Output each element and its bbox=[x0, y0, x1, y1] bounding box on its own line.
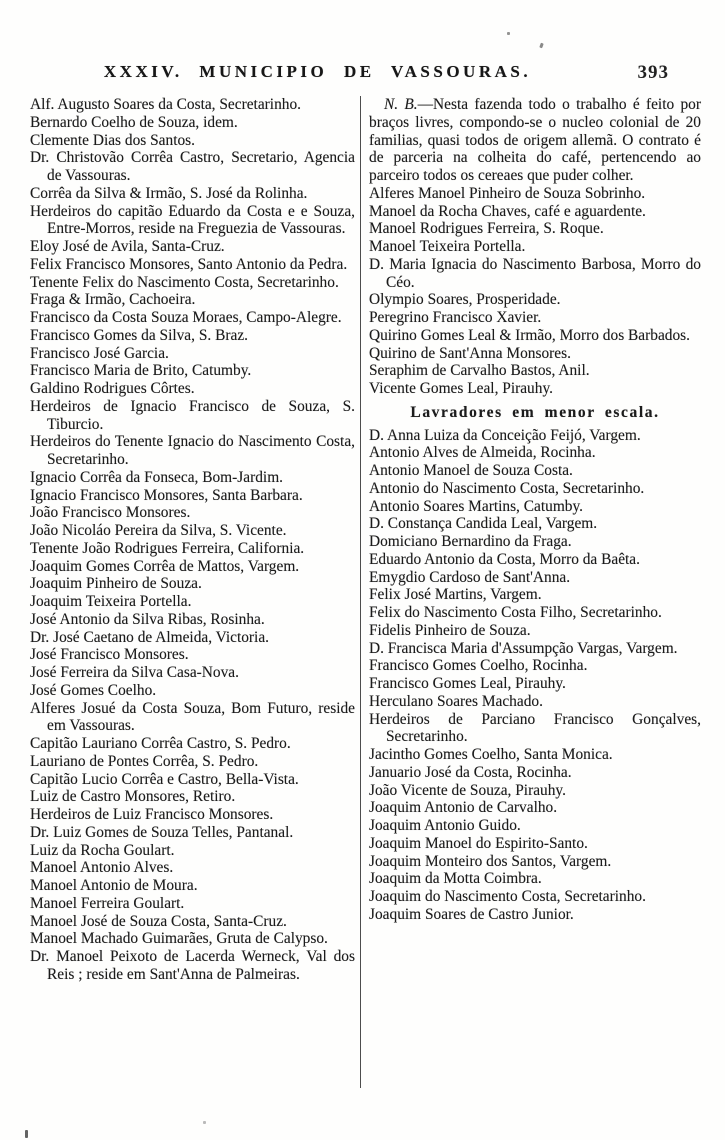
directory-entry: Peregrino Francisco Xavier. bbox=[369, 309, 542, 326]
directory-entry: João Nicoláo Pereira da Silva, S. Vicente. bbox=[30, 522, 287, 539]
directory-entry: Herdeiros de Parciano Francisco Gonçalves, Secretarinho. bbox=[369, 710, 701, 746]
directory-entry: Manoel Teixeira Portella. bbox=[369, 238, 526, 255]
running-title: XXXIV. MUNICIPIO DE VASSOURAS. bbox=[103, 62, 532, 81]
directory-entry: José Antonio da Silva Ribas, Rosinha. bbox=[30, 610, 265, 628]
ink-speck bbox=[507, 32, 510, 35]
directory-entry: Eduardo Antonio da Costa, Morro da Baêta. bbox=[369, 550, 640, 568]
directory-entry: Francisco Gomes da Silva, S. Braz. bbox=[30, 326, 248, 344]
directory-entry: D. Francisca Maria d'Assumpção Vargas, Vargem. bbox=[369, 639, 678, 657]
directory-entry: Fraga & Irmão, Cachoeira. bbox=[30, 291, 196, 309]
directory-entry: Joaquim Teixeira Portella. bbox=[30, 593, 192, 610]
directory-entry: Dr. Manoel Peixoto de Lacerda Werneck, Val dos Reis ; reside em Sant'Anna de Palmeiras. bbox=[30, 948, 355, 983]
directory-entry: Eloy José de Avila, Santa-Cruz. bbox=[30, 238, 225, 255]
directory-entry: Antonio Soares Martins, Catumby. bbox=[369, 497, 584, 515]
directory-entry: Vicente Gomes Leal, Pirauhy. bbox=[369, 380, 553, 397]
directory-entry: Manoel Antonio de Moura. bbox=[30, 877, 198, 894]
directory-entry: Antonio Manoel de Souza Costa. bbox=[369, 462, 573, 479]
directory-entry: Joaquim Monteiro dos Santos, Vargem. bbox=[369, 852, 612, 870]
directory-entry: Dr. Luiz Gomes de Souza Telles, Pantanal. bbox=[30, 823, 294, 841]
directory-entry: Luiz da Rocha Goulart. bbox=[30, 841, 175, 859]
directory-entry: Capitão Lucio Corrêa e Castro, Bella-Vista. bbox=[30, 770, 299, 788]
directory-entry: Francisco da Costa Souza Moraes, Campo-Alegre. bbox=[30, 309, 342, 326]
page-header bbox=[0, 0, 725, 94]
nota-bene-text: —Nesta fazenda todo o trabalho é feito por braços livres, compondo-se o nucleo colonial de 20 familias, quasi todos de origem allemã. O contrato é de parceria na colheita do café, pertencendo ao parceiro todos os cereaes que puder colher. bbox=[369, 96, 701, 184]
directory-entry: Galdino Rodrigues Côrtes. bbox=[30, 380, 195, 397]
directory-entry: Joaquim do Nascimento Costa, Secretarinho. bbox=[369, 888, 646, 905]
directory-entry: José Gomes Coelho. bbox=[30, 681, 157, 699]
directory-entry: Herdeiros de Ignacio Francisco de Souza, S. Tiburcio. bbox=[30, 397, 355, 433]
nota-bene-paragraph bbox=[369, 96, 701, 185]
directory-entry: Tenente Felix do Nascimento Costa, Secretarinho. bbox=[30, 273, 339, 291]
right-column-lower-entries bbox=[369, 427, 701, 924]
directory-entry: Joaquim Soares de Castro Junior. bbox=[369, 905, 574, 923]
directory-entry: Herculano Soares Machado. bbox=[369, 692, 543, 710]
ink-speck bbox=[25, 1130, 28, 1138]
right-column bbox=[360, 96, 701, 1088]
directory-entry: Herdeiros do capitão Eduardo da Costa e e Souza, Entre-Morros, reside na Freguezia de Vassouras. bbox=[30, 202, 355, 238]
directory-entry: Dr. José Caetano de Almeida, Victoria. bbox=[30, 628, 269, 646]
directory-entry: Luiz de Castro Monsores, Retiro. bbox=[30, 788, 236, 806]
directory-entry: Joaquim da Motta Coimbra. bbox=[369, 870, 542, 888]
page-number: 393 bbox=[637, 62, 669, 83]
directory-entry: D. Maria Ignacia do Nascimento Barbosa, Morro do Céo. bbox=[369, 255, 701, 291]
directory-entry: Alferes Manoel Pinheiro de Souza Sobrinho. bbox=[369, 184, 646, 202]
directory-entry: Seraphim de Carvalho Bastos, Anil. bbox=[369, 362, 590, 380]
directory-entry: Francisco Gomes Leal, Pirauhy. bbox=[369, 675, 566, 692]
directory-entry: Francisco José Garcia. bbox=[30, 344, 169, 362]
directory-entry: Felix do Nascimento Costa Filho, Secretarinho. bbox=[369, 604, 662, 621]
directory-entry: José Francisco Monsores. bbox=[30, 646, 189, 664]
directory-entry: Fidelis Pinheiro de Souza. bbox=[369, 621, 531, 639]
directory-entry: D. Anna Luiza da Conceição Feijó, Vargem. bbox=[369, 426, 641, 444]
directory-entry: Manoel Rodrigues Ferreira, S. Roque. bbox=[369, 220, 604, 238]
directory-entry: Corrêa da Silva & Irmão, S. José da Rolinha. bbox=[30, 184, 308, 202]
ink-speck bbox=[203, 1121, 206, 1124]
directory-entry: Dr. Christovão Corrêa Castro, Secretario, Agencia de Vassouras. bbox=[30, 149, 355, 184]
directory-entry: Felix Francisco Monsores, Santo Antonio da Pedra. bbox=[30, 255, 348, 273]
directory-entry: Manoel José de Souza Costa, Santa-Cruz. bbox=[30, 912, 287, 930]
directory-entry: Alf. Augusto Soares da Costa, Secretarinho. bbox=[30, 96, 301, 113]
directory-entry: Ignacio Corrêa da Fonseca, Bom-Jardim. bbox=[30, 468, 284, 486]
directory-entry: Domiciano Bernardino da Fraga. bbox=[369, 533, 572, 550]
directory-entry: Herdeiros de Luiz Francisco Monsores. bbox=[30, 806, 274, 823]
two-column-text-block bbox=[0, 96, 725, 1088]
directory-entry: Januario José da Costa, Rocinha. bbox=[369, 763, 572, 781]
directory-entry: Joaquim Gomes Corrêa de Mattos, Vargem. bbox=[30, 557, 300, 575]
directory-entry: Francisco Gomes Coelho, Rocinha. bbox=[369, 657, 588, 675]
directory-entry: João Vicente de Souza, Pirauhy. bbox=[369, 781, 566, 799]
directory-entry: Joaquim Antonio Guido. bbox=[369, 817, 521, 834]
directory-entry: Tenente João Rodrigues Ferreira, California. bbox=[30, 539, 305, 557]
directory-entry: Manoel Ferreira Goulart. bbox=[30, 894, 185, 912]
directory-entry: Manoel da Rocha Chaves, café e aguardente. bbox=[369, 202, 646, 220]
section-subheading: Lavradores em menor escala. bbox=[410, 403, 660, 421]
directory-entry: João Francisco Monsores. bbox=[30, 504, 191, 522]
directory-entry: Joaquim Pinheiro de Souza. bbox=[30, 575, 202, 593]
directory-entry: Joaquim Manoel do Espirito-Santo. bbox=[369, 834, 588, 852]
directory-entry: Jacintho Gomes Coelho, Santa Monica. bbox=[369, 746, 613, 763]
directory-entry: Capitão Lauriano Corrêa Castro, S. Pedro. bbox=[30, 735, 291, 752]
directory-entry: Francisco Maria de Brito, Catumby. bbox=[30, 362, 252, 380]
directory-entry: Quirino Gomes Leal & Irmão, Morro dos Barbados. bbox=[369, 326, 691, 344]
directory-entry: Lauriano de Pontes Corrêa, S. Pedro. bbox=[30, 752, 259, 770]
directory-entry: Clemente Dias dos Santos. bbox=[30, 131, 196, 149]
directory-entry: José Ferreira da Silva Casa-Nova. bbox=[30, 664, 239, 681]
right-column-upper-entries bbox=[369, 185, 701, 398]
directory-entry: Quirino de Sant'Anna Monsores. bbox=[369, 344, 571, 362]
directory-entry: D. Constança Candida Leal, Vargem. bbox=[369, 515, 598, 533]
directory-entry: Antonio do Nascimento Costa, Secretarinho. bbox=[369, 479, 645, 497]
directory-entry: Manoel Machado Guimarães, Gruta de Calypso. bbox=[30, 930, 328, 948]
left-column bbox=[30, 96, 360, 1088]
directory-entry: Ignacio Francisco Monsores, Santa Barbara. bbox=[30, 486, 303, 504]
directory-entry: Emygdio Cardoso de Sant'Anna. bbox=[369, 568, 571, 586]
directory-entry: Olympio Soares, Prosperidade. bbox=[369, 291, 561, 309]
nota-bene-label: N. B. bbox=[384, 96, 418, 113]
directory-entry: Manoel Antonio Alves. bbox=[30, 859, 174, 877]
directory-entry: Alferes Josué da Costa Souza, Bom Futuro, reside em Vassouras. bbox=[30, 699, 355, 735]
directory-entry: Herdeiros do Tenente Ignacio do Nascimento Costa, Secretarinho. bbox=[30, 433, 355, 468]
directory-entry: Joaquim Antonio de Carvalho. bbox=[369, 799, 558, 817]
directory-entry: Antonio Alves de Almeida, Rocinha. bbox=[369, 444, 596, 462]
directory-entry: Felix José Martins, Vargem. bbox=[369, 586, 542, 604]
directory-entry: Bernardo Coelho de Souza, idem. bbox=[30, 113, 238, 131]
